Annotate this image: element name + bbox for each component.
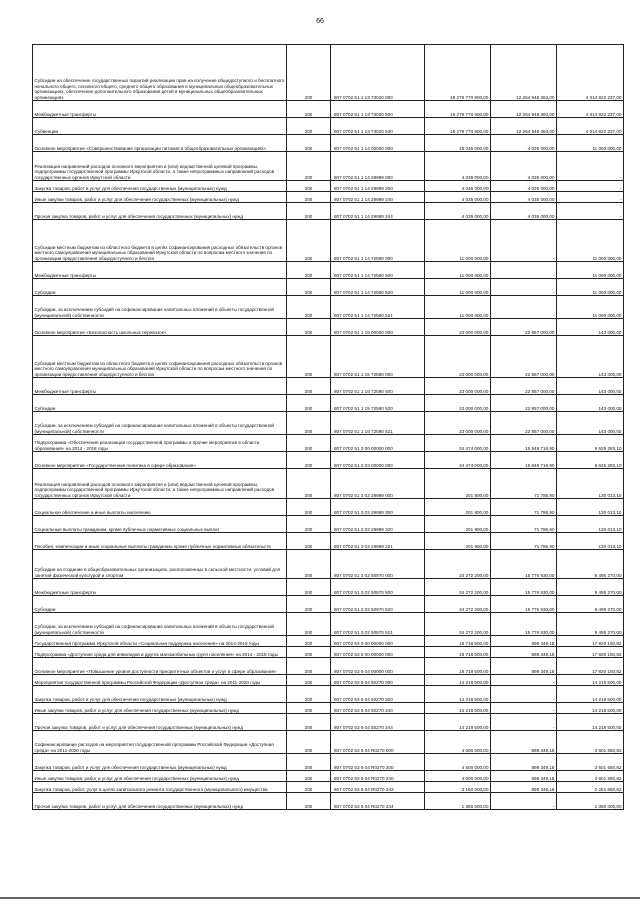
row-name: Межбюджетные трансферты xyxy=(33,579,287,596)
row-name: Социальное обеспечение и иные выплаты населению xyxy=(33,499,287,516)
row-executed-amount: - xyxy=(491,703,557,714)
row-approved-amount: 18 718 500,00 xyxy=(425,647,491,658)
row-budget-code: 807 0702 53 6 00 00000 000 xyxy=(331,647,425,658)
row-line-code: 200 xyxy=(287,579,331,596)
table-row xyxy=(33,452,624,469)
row-unexecuted-amount: 1 350 000,00 xyxy=(557,793,624,810)
row-line-code: 200 xyxy=(287,686,331,703)
row-executed-amount: 12 264 948 363,00 xyxy=(491,45,557,101)
row-unexecuted-amount: 14 218 500,00 xyxy=(557,686,624,703)
row-line-code: 200 xyxy=(287,45,331,101)
row-budget-code: 807 0702 51 3 02 29999 320 xyxy=(331,516,425,533)
row-unexecuted-amount: 3 601 650,82 xyxy=(557,731,624,754)
row-approved-amount: 201 800,00 xyxy=(425,516,491,533)
row-budget-code: 807 0702 53 6 04 50270 000 xyxy=(331,675,425,686)
row-budget-code: 807 0702 51 1 14 72580 500 xyxy=(331,262,425,279)
row-approved-amount: 15 035 000,00 xyxy=(425,135,491,152)
table-row xyxy=(33,516,624,533)
row-line-code: 200 xyxy=(287,336,331,378)
row-unexecuted-amount: 143 000,00 xyxy=(557,395,624,412)
row-approved-amount: 23 000 000,00 xyxy=(425,319,491,336)
row-name: Социальные выплаты гражданам, кроме публичных нормативных социальных выплат xyxy=(33,516,287,533)
row-line-code: 200 xyxy=(287,101,331,118)
row-name: Иные закупки товаров, работ и услуг для обеспечения государственных (муниципальных) нужд xyxy=(33,192,287,203)
row-budget-code: 807 0702 53 6 04 50270 244 xyxy=(331,714,425,731)
row-unexecuted-amount: 3 601 650,82 xyxy=(557,771,624,782)
row-executed-amount: 71 786,90 xyxy=(491,533,557,550)
row-approved-amount: 24 272 200,00 xyxy=(425,613,491,636)
table-row xyxy=(33,782,624,793)
row-line-code: 200 xyxy=(287,262,331,279)
row-line-code: 200 xyxy=(287,296,331,319)
row-budget-code: 807 0702 51 3 02 00000 000 xyxy=(331,452,425,469)
row-name: Иные закупки товаров, работ и услуг для обеспечения государственных (муниципальных) нужд xyxy=(33,703,287,714)
row-line-code: 200 xyxy=(287,516,331,533)
row-unexecuted-amount: 8 495 270,00 xyxy=(557,579,624,596)
row-line-code: 200 xyxy=(287,647,331,658)
table-row xyxy=(33,336,624,378)
row-line-code: 200 xyxy=(287,675,331,686)
row-name: Субсидии xyxy=(33,279,287,296)
row-executed-amount: 898 349,18 xyxy=(491,731,557,754)
row-approved-amount: 14 218 500,00 xyxy=(425,686,491,703)
row-approved-amount: 24 272 200,00 xyxy=(425,550,491,579)
row-budget-code: 807 0702 53 6 04 50270 240 xyxy=(331,703,425,714)
table-row xyxy=(33,686,624,703)
row-name: Основное мероприятие «Государственная политика в сфере образования» xyxy=(33,452,287,469)
table-row xyxy=(33,192,624,203)
row-name: Субсидии на обеспечение государственных гарантий реализации прав на получение общедоступного и бесплатного начального общего, основного общего, среднего общего образования в муниципальных общеобразовательных организациях, обеспечение дополнительного образования детей в муниципальных общеобразовательных организациях xyxy=(33,45,287,101)
row-budget-code: 807 0702 51 1 13 73020 000 xyxy=(331,45,425,101)
row-name: Субсидии xyxy=(33,596,287,613)
row-approved-amount: 201 800,00 xyxy=(425,469,491,499)
row-name: Закупка товаров, работ и услуг для обеспечения государственных (муниципальных) нужд xyxy=(33,181,287,192)
table-row xyxy=(33,101,624,118)
row-name: Реализация направлений расходов основного мероприятия и (или) ведомственной целевой программы, подпрограммы государственной программы Иркутской области, а также непрограммных направлений расходов государственных органов Иркутской области xyxy=(33,469,287,499)
table-row xyxy=(33,203,624,220)
table-row xyxy=(33,181,624,192)
row-unexecuted-amount: 143 000,00 xyxy=(557,378,624,395)
row-executed-amount: 15 848 716,90 xyxy=(491,452,557,469)
row-executed-amount: - xyxy=(491,675,557,686)
row-name: Мероприятия государственной программы Российской Федерации «Доступная среда» на 2011-2020 годы xyxy=(33,675,287,686)
table-row xyxy=(33,533,624,550)
row-unexecuted-amount: 130 013,10 xyxy=(557,469,624,499)
row-executed-amount: 22 857 000,00 xyxy=(491,395,557,412)
row-name: Основное мероприятие «Безопасность школьных перевозок» xyxy=(33,319,287,336)
row-budget-code: 807 0702 51 3 02 50970 500 xyxy=(331,579,425,596)
row-name: Закупка товаров, работ, услуг в целях капитального ремонта государственного (муниципального) имущества xyxy=(33,782,287,793)
table-row xyxy=(33,435,624,452)
row-name: Межбюджетные трансферты xyxy=(33,101,287,118)
table-row xyxy=(33,658,624,675)
row-name: Субсидии местным бюджетам из областного бюджета в целях софинансирования расходных обязательств органов местного самоуправления муниципальных образований Иркутской области по вопросам местного значения по организации предоставления общедоступного и беспла xyxy=(33,336,287,378)
row-budget-code: 807 0702 53 6 04 50270 200 xyxy=(331,686,425,703)
row-name: Субсидии, за исключением субсидий на софинансирование капитальных вложений в объекты государственной (муниципальной) собственности xyxy=(33,296,287,319)
row-budget-code: 807 0702 51 1 15 72590 521 xyxy=(331,412,425,435)
row-executed-amount: 15 776 930,00 xyxy=(491,613,557,636)
row-line-code: 200 xyxy=(287,203,331,220)
row-unexecuted-amount: 17 820 150,82 xyxy=(557,647,624,658)
row-budget-code: 807 0702 53 6 04 R0270 243 xyxy=(331,782,425,793)
row-unexecuted-amount: 130 013,10 xyxy=(557,516,624,533)
row-executed-amount: - xyxy=(491,279,557,296)
row-line-code: 200 xyxy=(287,731,331,754)
row-unexecuted-amount: 2 251 650,82 xyxy=(557,782,624,793)
row-executed-amount: - xyxy=(491,220,557,262)
row-budget-code: 807 0702 53 0 00 00000 000 xyxy=(331,636,425,647)
row-budget-code: 807 0702 51 1 15 72590 500 xyxy=(331,378,425,395)
row-executed-amount: 4 035 000,00 xyxy=(491,192,557,203)
row-unexecuted-amount: 4 014 822 237,00 xyxy=(557,101,624,118)
row-unexecuted-amount: 143 000,00 xyxy=(557,319,624,336)
row-approved-amount: 18 718 500,00 xyxy=(425,636,491,647)
row-line-code: 200 xyxy=(287,771,331,782)
row-line-code: 200 xyxy=(287,703,331,714)
row-unexecuted-amount: 14 218 500,00 xyxy=(557,714,624,731)
row-budget-code: 807 0702 51 1 14 72580 521 xyxy=(331,296,425,319)
row-line-code: 200 xyxy=(287,378,331,395)
table-row xyxy=(33,675,624,686)
row-approved-amount: 14 218 500,00 xyxy=(425,703,491,714)
table-row xyxy=(33,412,624,435)
row-executed-amount: 15 776 930,00 xyxy=(491,579,557,596)
row-approved-amount: 24 474 000,00 xyxy=(425,452,491,469)
row-line-code: 200 xyxy=(287,714,331,731)
row-line-code: 200 xyxy=(287,499,331,516)
row-approved-amount: 1 350 000,00 xyxy=(425,793,491,810)
row-executed-amount: 22 857 000,00 xyxy=(491,336,557,378)
row-executed-amount: 898 349,18 xyxy=(491,647,557,658)
row-unexecuted-amount: - xyxy=(557,203,624,220)
row-name: Основное мероприятие «Совершенствование организации питания в общеобразовательных организациях» xyxy=(33,135,287,152)
table-row xyxy=(33,703,624,714)
row-line-code: 200 xyxy=(287,192,331,203)
row-executed-amount: 12 264 948 363,00 xyxy=(491,101,557,118)
table-row xyxy=(33,771,624,782)
row-line-code: 200 xyxy=(287,452,331,469)
row-budget-code: 807 0702 51 1 14 29999 200 xyxy=(331,181,425,192)
row-line-code: 200 xyxy=(287,319,331,336)
row-name: Закупка товаров, работ и услуг для обеспечения государственных (муниципальных) нужд xyxy=(33,686,287,703)
row-budget-code: 807 0702 51 3 02 50970 521 xyxy=(331,613,425,636)
row-budget-code: 807 0702 51 3 02 50970 520 xyxy=(331,596,425,613)
table-row xyxy=(33,395,624,412)
row-unexecuted-amount: 14 218 500,00 xyxy=(557,703,624,714)
row-line-code: 200 xyxy=(287,279,331,296)
row-line-code: 200 xyxy=(287,533,331,550)
table-row xyxy=(33,220,624,262)
row-unexecuted-amount: 11 000 000,00 xyxy=(557,262,624,279)
row-unexecuted-amount: 11 000 000,00 xyxy=(557,296,624,319)
row-executed-amount: 15 776 930,00 xyxy=(491,596,557,613)
row-approved-amount: 4 035 000,00 xyxy=(425,192,491,203)
table-row xyxy=(33,550,624,579)
row-name: Государственная программа Иркутской области «Социальная поддержка населения» на 2014-2018 годы xyxy=(33,636,287,647)
row-approved-amount: 4 035 000,00 xyxy=(425,181,491,192)
row-approved-amount: 23 000 000,00 xyxy=(425,412,491,435)
row-line-code: 200 xyxy=(287,412,331,435)
row-unexecuted-amount: 4 014 822 237,00 xyxy=(557,45,624,101)
row-approved-amount: 24 272 200,00 xyxy=(425,579,491,596)
row-line-code: 200 xyxy=(287,152,331,181)
row-executed-amount: 4 035 000,00 xyxy=(491,203,557,220)
row-name: Пособия, компенсации и иные социальные выплаты гражданам, кроме публичных нормативных обязательств xyxy=(33,533,287,550)
row-name: Реализация направлений расходов основного мероприятия и (или) ведомственной целевой программы, подпрограммы государственной программы Иркутской области, а также непрограммных направлений расходов государственных органов Иркутской области xyxy=(33,152,287,181)
row-approved-amount: 24 474 000,00 xyxy=(425,435,491,452)
row-executed-amount: 4 035 000,00 xyxy=(491,135,557,152)
row-approved-amount: 23 000 000,00 xyxy=(425,395,491,412)
row-name: Субсидии местным бюджетам из областного бюджета в целях софинансирования расходных обязательств органов местного самоуправления муниципальных образований Иркутской области по вопросам местного значения по организации предоставления общедоступного и беспла xyxy=(33,220,287,262)
table-row xyxy=(33,754,624,771)
row-unexecuted-amount: 8 495 270,00 xyxy=(557,550,624,579)
row-approved-amount: 23 000 000,00 xyxy=(425,336,491,378)
row-executed-amount: 15 776 930,00 xyxy=(491,550,557,579)
row-approved-amount: 11 000 000,00 xyxy=(425,220,491,262)
row-name: Прочая закупка товаров, работ и услуг для обеспечения государственных (муниципальных) нужд xyxy=(33,793,287,810)
row-approved-amount: 4 500 000,00 xyxy=(425,731,491,754)
row-executed-amount: 71 786,90 xyxy=(491,469,557,499)
row-unexecuted-amount: 11 000 000,00 xyxy=(557,135,624,152)
row-approved-amount: 16 279 770 600,00 xyxy=(425,45,491,101)
row-budget-code: 807 0702 51 1 14 00000 000 xyxy=(331,135,425,152)
row-unexecuted-amount: 143 000,00 xyxy=(557,336,624,378)
row-name: Основное мероприятие «Повышение уровня доступности приоритетных объектов и услуг в сфере образования» xyxy=(33,658,287,675)
table-row xyxy=(33,45,624,101)
row-executed-amount: 898 349,18 xyxy=(491,636,557,647)
row-executed-amount: 4 035 000,00 xyxy=(491,181,557,192)
table-row xyxy=(33,714,624,731)
row-budget-code: 807 0702 51 1 15 72590 000 xyxy=(331,336,425,378)
row-budget-code: 807 0702 53 6 04 R0270 244 xyxy=(331,793,425,810)
table-row xyxy=(33,469,624,499)
table-row xyxy=(33,647,624,658)
row-unexecuted-amount: 8 495 270,00 xyxy=(557,613,624,636)
row-budget-code: 807 0702 51 1 15 72590 520 xyxy=(331,395,425,412)
row-unexecuted-amount: 14 218 500,00 xyxy=(557,675,624,686)
row-name: Иные закупки товаров, работ и услуг для обеспечения государственных (муниципальных) нужд xyxy=(33,771,287,782)
table-row xyxy=(33,636,624,647)
row-unexecuted-amount: 8 625 283,10 xyxy=(557,435,624,452)
row-executed-amount: - xyxy=(491,686,557,703)
row-executed-amount: - xyxy=(491,793,557,810)
row-name: Субвенции xyxy=(33,118,287,135)
row-line-code: 200 xyxy=(287,782,331,793)
table-row xyxy=(33,118,624,135)
row-line-code: 200 xyxy=(287,754,331,771)
row-budget-code: 807 0702 51 3 00 00000 000 xyxy=(331,435,425,452)
row-approved-amount: 24 272 200,00 xyxy=(425,596,491,613)
row-budget-code: 807 0702 53 6 04 R0270 200 xyxy=(331,754,425,771)
budget-table xyxy=(32,44,624,810)
row-approved-amount: 18 718 500,00 xyxy=(425,658,491,675)
row-unexecuted-amount: - xyxy=(557,192,624,203)
row-approved-amount: 23 000 000,00 xyxy=(425,378,491,395)
row-name: Межбюджетные трансферты xyxy=(33,262,287,279)
row-unexecuted-amount: 3 601 650,82 xyxy=(557,754,624,771)
row-line-code: 200 xyxy=(287,395,331,412)
row-unexecuted-amount: 11 000 000,00 xyxy=(557,220,624,262)
row-line-code: 200 xyxy=(287,636,331,647)
row-executed-amount: - xyxy=(491,262,557,279)
row-approved-amount: 3 150 000,00 xyxy=(425,782,491,793)
table-row xyxy=(33,378,624,395)
row-budget-code: 807 0702 51 3 02 29999 321 xyxy=(331,533,425,550)
row-budget-code: 807 0702 51 1 14 29999 240 xyxy=(331,192,425,203)
table-row xyxy=(33,152,624,181)
row-approved-amount: 4 035 000,00 xyxy=(425,152,491,181)
row-executed-amount: 898 349,18 xyxy=(491,782,557,793)
row-line-code: 200 xyxy=(287,181,331,192)
row-approved-amount: 4 500 000,00 xyxy=(425,754,491,771)
table-row xyxy=(33,499,624,516)
row-budget-code: 807 0702 51 3 02 29999 300 xyxy=(331,499,425,516)
row-approved-amount: 11 000 000,00 xyxy=(425,279,491,296)
row-unexecuted-amount: 17 820 150,82 xyxy=(557,636,624,647)
row-line-code: 200 xyxy=(287,596,331,613)
row-executed-amount: 22 857 000,00 xyxy=(491,319,557,336)
row-budget-code: 807 0702 51 1 13 73020 500 xyxy=(331,101,425,118)
row-unexecuted-amount: - xyxy=(557,181,624,192)
row-unexecuted-amount: 8 625 283,10 xyxy=(557,452,624,469)
row-executed-amount: 22 857 000,00 xyxy=(491,378,557,395)
row-executed-amount: 22 857 000,00 xyxy=(491,412,557,435)
row-executed-amount: 4 035 000,00 xyxy=(491,152,557,181)
row-executed-amount: 898 349,18 xyxy=(491,771,557,782)
table-row xyxy=(33,135,624,152)
row-approved-amount: 14 218 500,00 xyxy=(425,714,491,731)
table-row xyxy=(33,296,624,319)
row-name: Субсидии, за исключением субсидий на софинансирование капитальных вложений в объекты государственной (муниципальной) собственности xyxy=(33,613,287,636)
row-executed-amount: 12 264 948 363,00 xyxy=(491,118,557,135)
row-approved-amount: 201 800,00 xyxy=(425,533,491,550)
row-line-code: 200 xyxy=(287,469,331,499)
table-row xyxy=(33,579,624,596)
row-budget-code: 807 0702 53 6 04 R0270 000 xyxy=(331,731,425,754)
row-approved-amount: 201 800,00 xyxy=(425,499,491,516)
table-row xyxy=(33,793,624,810)
row-unexecuted-amount: 8 495 270,00 xyxy=(557,596,624,613)
row-line-code: 200 xyxy=(287,793,331,810)
row-budget-code: 807 0702 51 3 02 50970 000 xyxy=(331,550,425,579)
row-line-code: 200 xyxy=(287,658,331,675)
row-line-code: 200 xyxy=(287,613,331,636)
row-unexecuted-amount: 143 000,00 xyxy=(557,412,624,435)
row-line-code: 200 xyxy=(287,435,331,452)
row-name: Субсидии, за исключением субсидий на софинансирование капитальных вложений в объекты государственной (муниципальной) собственности xyxy=(33,412,287,435)
row-budget-code: 807 0702 53 6 04 00000 000 xyxy=(331,658,425,675)
row-budget-code: 807 0702 51 1 14 29999 244 xyxy=(331,203,425,220)
row-unexecuted-amount: - xyxy=(557,152,624,181)
table-row xyxy=(33,731,624,754)
row-unexecuted-amount: 11 000 000,00 xyxy=(557,279,624,296)
row-unexecuted-amount: 130 013,10 xyxy=(557,499,624,516)
row-name: Субсидии xyxy=(33,395,287,412)
row-name: Межбюджетные трансферты xyxy=(33,378,287,395)
row-executed-amount: 71 786,90 xyxy=(491,516,557,533)
table-row xyxy=(33,613,624,636)
row-budget-code: 807 0702 51 1 14 29999 000 xyxy=(331,152,425,181)
row-budget-code: 807 0702 51 1 13 73020 530 xyxy=(331,118,425,135)
row-name: Прочая закупка товаров, работ и услуг для обеспечения государственных (муниципальных) нужд xyxy=(33,203,287,220)
row-name: Субсидии на создание в общеобразовательных организациях, расположенных в сельской местности, условий для занятий физической культурой и спортом xyxy=(33,550,287,579)
row-budget-code: 807 0702 51 1 14 72580 520 xyxy=(331,279,425,296)
row-line-code: 200 xyxy=(287,220,331,262)
table-row xyxy=(33,596,624,613)
table-row xyxy=(33,319,624,336)
row-budget-code: 807 0702 53 6 04 R0270 240 xyxy=(331,771,425,782)
row-line-code: 200 xyxy=(287,550,331,579)
row-approved-amount: 11 000 000,00 xyxy=(425,262,491,279)
page-number: 66 xyxy=(316,18,324,25)
row-approved-amount: 4 500 000,00 xyxy=(425,771,491,782)
row-name: Подпрограмма «Доступная среда для инвалидов и других маломобильных групп населения» на 2014 - 2018 годы xyxy=(33,647,287,658)
row-executed-amount: 898 349,18 xyxy=(491,658,557,675)
row-unexecuted-amount: 4 014 822 237,00 xyxy=(557,118,624,135)
table-row xyxy=(33,279,624,296)
row-budget-code: 807 0702 51 1 15 00000 000 xyxy=(331,319,425,336)
row-approved-amount: 16 279 770 600,00 xyxy=(425,101,491,118)
row-executed-amount: 15 848 716,90 xyxy=(491,435,557,452)
row-budget-code: 807 0702 51 3 02 29999 000 xyxy=(331,469,425,499)
table-row xyxy=(33,262,624,279)
row-name: Подпрограмма «Обеспечение реализации государственной программы и прочие мероприятия в области образования» на 2014 - 2018 годы xyxy=(33,435,287,452)
row-unexecuted-amount: 17 820 150,82 xyxy=(557,658,624,675)
row-executed-amount: - xyxy=(491,714,557,731)
row-name: Софинансирование расходов на мероприятия государственной программы Российской Федерации «Доступная среда» на 2011-2020 годы xyxy=(33,731,287,754)
row-executed-amount: 71 786,90 xyxy=(491,499,557,516)
row-budget-code: 807 0702 51 1 14 72580 000 xyxy=(331,220,425,262)
row-executed-amount: 898 349,18 xyxy=(491,754,557,771)
row-name: Закупка товаров, работ и услуг для обеспечения государственных (муниципальных) нужд xyxy=(33,754,287,771)
row-name: Прочая закупка товаров, работ и услуг для обеспечения государственных (муниципальных) нужд xyxy=(33,714,287,731)
row-approved-amount: 11 000 000,00 xyxy=(425,296,491,319)
row-approved-amount: 14 218 500,00 xyxy=(425,675,491,686)
row-approved-amount: 16 279 770 600,00 xyxy=(425,118,491,135)
row-unexecuted-amount: 130 013,10 xyxy=(557,533,624,550)
row-line-code: 200 xyxy=(287,118,331,135)
row-line-code: 200 xyxy=(287,135,331,152)
row-executed-amount: - xyxy=(491,296,557,319)
bottom-rule xyxy=(0,897,640,899)
row-approved-amount: 4 035 000,00 xyxy=(425,203,491,220)
